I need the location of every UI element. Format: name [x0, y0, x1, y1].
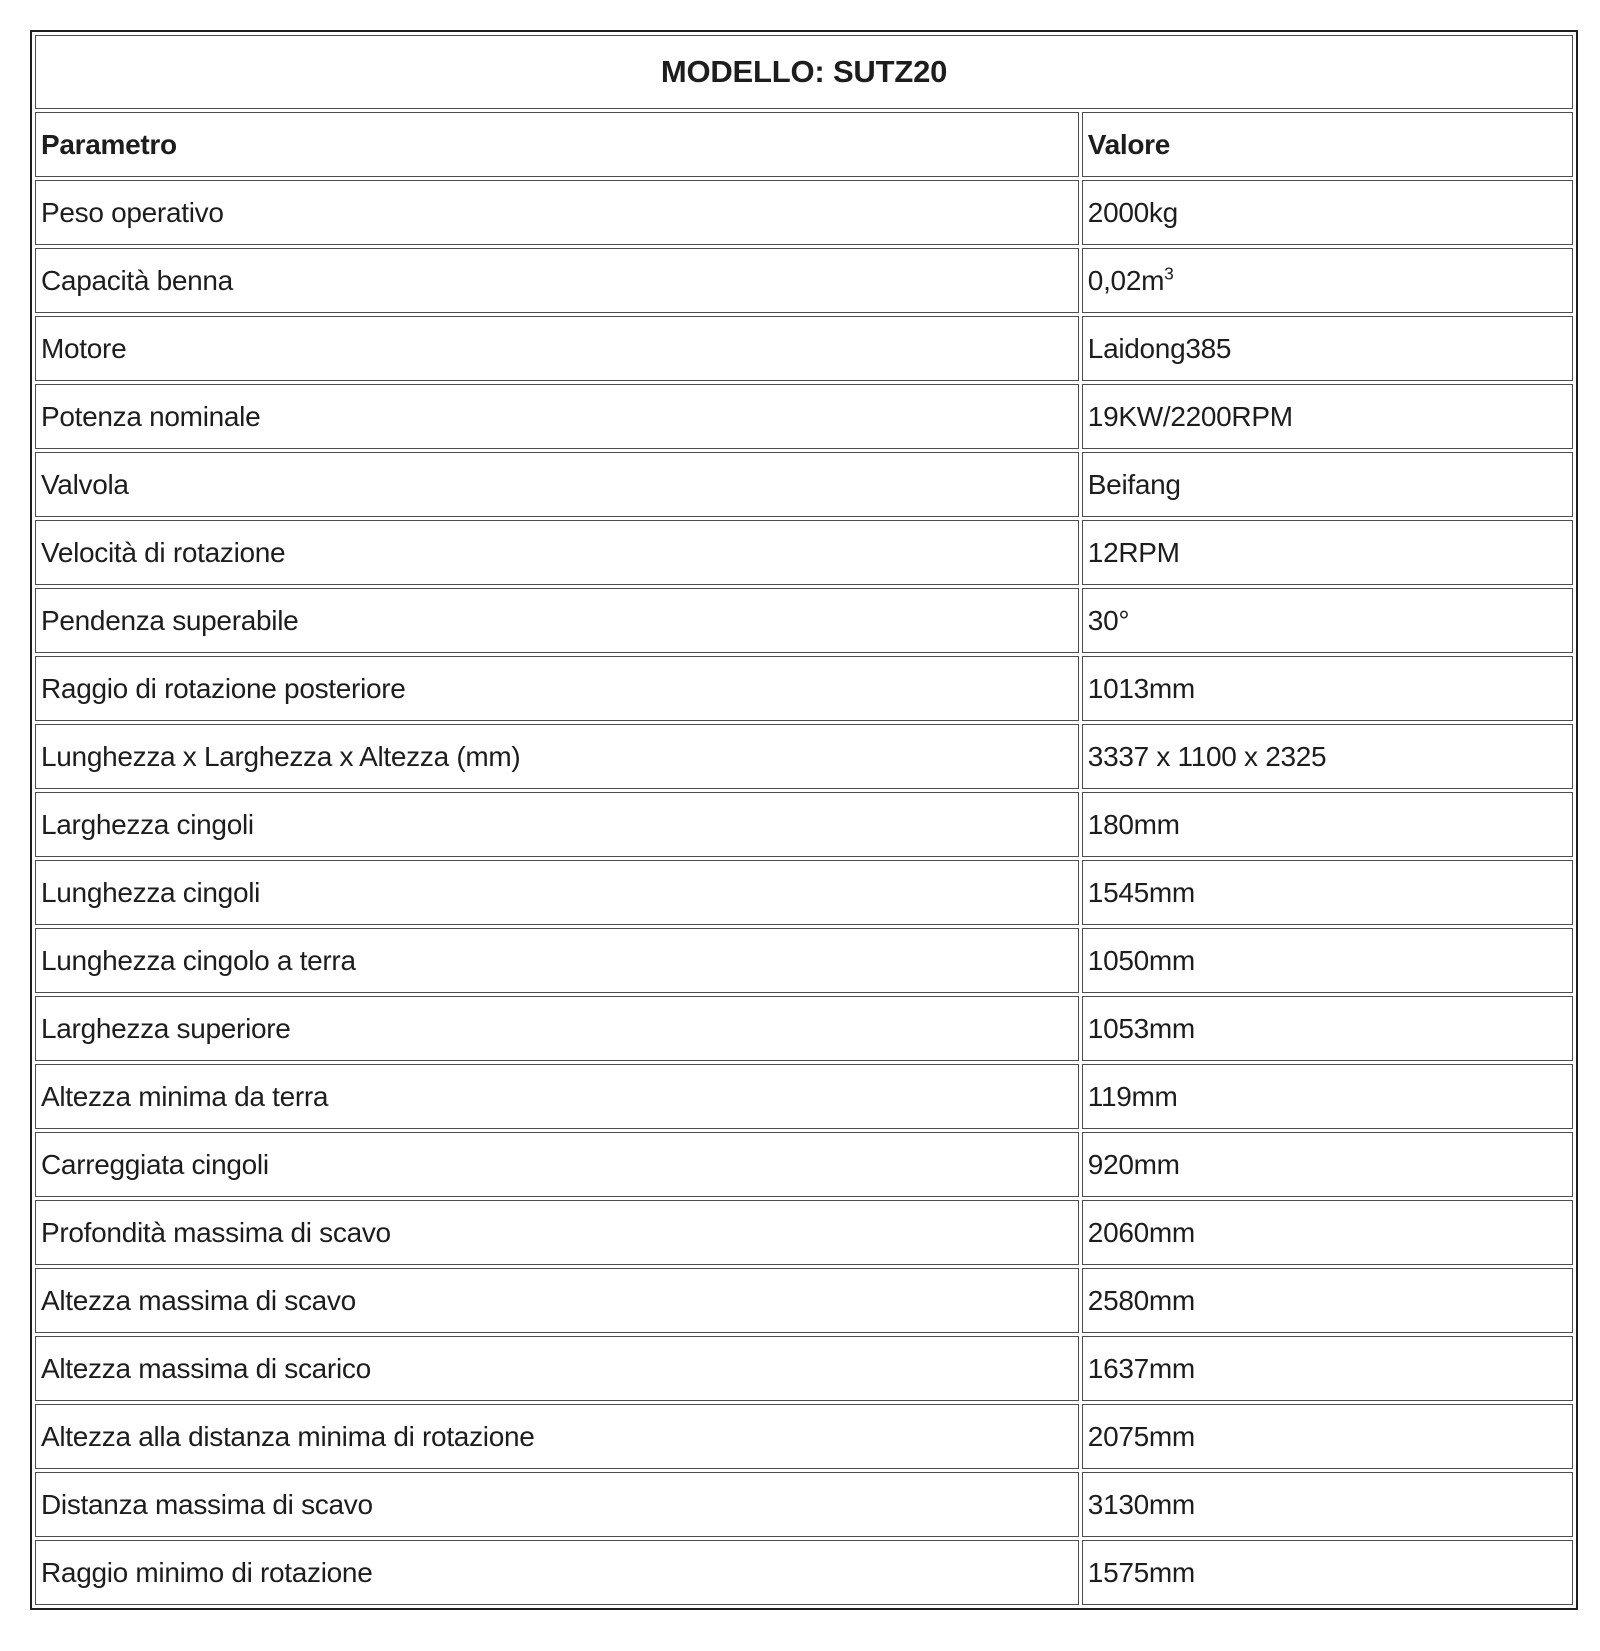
table-row — [35, 928, 1573, 993]
param-cell: Potenza nominale — [35, 384, 1079, 449]
param-cell: Valvola — [35, 452, 1079, 517]
value-cell: 1637mm — [1082, 1336, 1573, 1401]
value-cell: 19KW/2200RPM — [1082, 384, 1573, 449]
value-cell: Laidong385 — [1082, 316, 1573, 381]
col-header-valore: Valore — [1082, 112, 1573, 177]
value-cell: 920mm — [1082, 1132, 1573, 1197]
param-cell: Altezza alla distanza minima di rotazione — [35, 1404, 1079, 1469]
value-cell: 2075mm — [1082, 1404, 1573, 1469]
table-row — [35, 1336, 1573, 1401]
table-row — [35, 588, 1573, 653]
table-row — [35, 248, 1573, 313]
param-cell: Raggio di rotazione posteriore — [35, 656, 1079, 721]
table-row — [35, 452, 1573, 517]
value-cell: $0,02m^3$ — [1082, 248, 1573, 313]
param-cell: Altezza massima di scarico — [35, 1336, 1079, 1401]
table-row — [35, 656, 1573, 721]
value-cell: 2000kg — [1082, 180, 1573, 245]
table-row — [35, 996, 1573, 1061]
param-cell: Larghezza superiore — [35, 996, 1079, 1061]
table-row — [35, 1540, 1573, 1605]
value-cell: 2060mm — [1082, 1200, 1573, 1265]
value-cell: 1053mm — [1082, 996, 1573, 1061]
param-cell: Altezza minima da terra — [35, 1064, 1079, 1129]
param-cell: Lunghezza cingoli — [35, 860, 1079, 925]
param-cell: Carreggiata cingoli — [35, 1132, 1079, 1197]
value-cell: 12RPM — [1082, 520, 1573, 585]
value-cell: 119mm — [1082, 1064, 1573, 1129]
param-cell: Capacità benna — [35, 248, 1079, 313]
table-row — [35, 180, 1573, 245]
table-row — [35, 792, 1573, 857]
param-cell: Distanza massima di scavo — [35, 1472, 1079, 1537]
value-cell: 30° — [1082, 588, 1573, 653]
table-row — [35, 1200, 1573, 1265]
header-row — [35, 112, 1573, 177]
spec-table-body — [35, 180, 1573, 1605]
table-row — [35, 1132, 1573, 1197]
param-cell: Peso operativo — [35, 180, 1079, 245]
param-cell: Larghezza cingoli — [35, 792, 1079, 857]
param-cell: Altezza massima di scavo — [35, 1268, 1079, 1333]
spec-table — [30, 30, 1578, 1610]
table-row — [35, 1268, 1573, 1333]
param-cell: Velocità di rotazione — [35, 520, 1079, 585]
param-cell: Motore — [35, 316, 1079, 381]
value-cell: 1050mm — [1082, 928, 1573, 993]
table-row — [35, 1064, 1573, 1129]
table-row — [35, 724, 1573, 789]
value-cell: 1013mm — [1082, 656, 1573, 721]
value-cell: 1575mm — [1082, 1540, 1573, 1605]
col-header-parametro: Parametro — [35, 112, 1079, 177]
value-cell: 180mm — [1082, 792, 1573, 857]
param-cell: Profondità massima di scavo — [35, 1200, 1079, 1265]
value-cell: 1545mm — [1082, 860, 1573, 925]
param-cell: Raggio minimo di rotazione — [35, 1540, 1079, 1605]
table-row — [35, 384, 1573, 449]
table-row — [35, 1472, 1573, 1537]
value-cell: Beifang — [1082, 452, 1573, 517]
value-superscript: 3 — [1164, 263, 1174, 284]
value-cell: 3130mm — [1082, 1472, 1573, 1537]
value-cell: 2580mm — [1082, 1268, 1573, 1333]
table-row — [35, 1404, 1573, 1469]
value-cell: 3337 x 1100 x 2325 — [1082, 724, 1573, 789]
param-cell: Pendenza superabile — [35, 588, 1079, 653]
table-title: MODELLO: SUTZ20 — [35, 35, 1573, 109]
table-row — [35, 860, 1573, 925]
param-cell: Lunghezza cingolo a terra — [35, 928, 1079, 993]
table-row — [35, 520, 1573, 585]
table-row — [35, 316, 1573, 381]
title-row — [35, 35, 1573, 109]
param-cell: Lunghezza x Larghezza x Altezza (mm) — [35, 724, 1079, 789]
